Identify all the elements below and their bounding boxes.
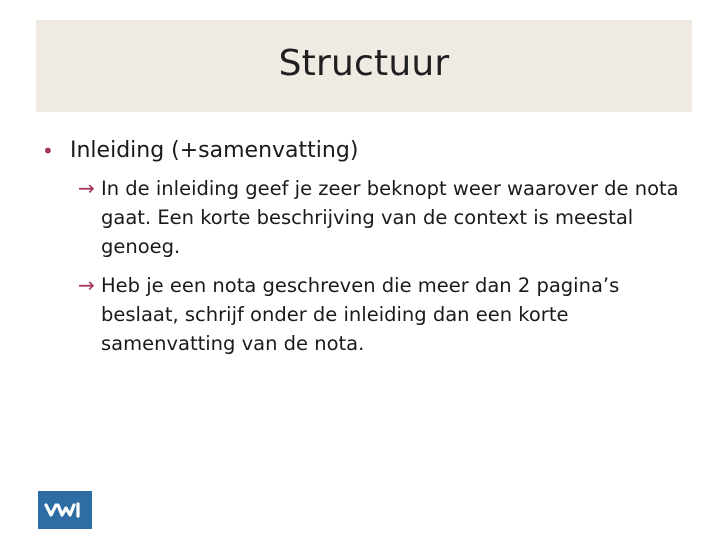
sub-item-text: Heb je een nota geschreven die meer dan 2 pagina’s beslaat, schrijf onder de inleiding dan een korte samenvatting van de nota. — [101, 274, 620, 355]
title-bar — [36, 20, 692, 112]
vvvl-logo-icon — [38, 491, 92, 529]
sub-item-2 — [40, 271, 700, 358]
bullet-text: Inleiding (+samenvatting) — [70, 138, 359, 163]
slide-content — [40, 134, 700, 358]
arrow-right-icon: → — [78, 176, 95, 200]
slide-title: Structuur — [278, 42, 450, 84]
logo-mark — [43, 500, 87, 520]
sub-item-text: In de inleiding geef je zeer beknopt weer waarover de nota gaat. Een korte beschrijving van de context is meestal genoeg. — [101, 177, 679, 258]
bullet-dot-icon: • — [42, 139, 54, 163]
bullet-item — [40, 134, 700, 168]
sub-item-1 — [40, 174, 700, 261]
arrow-right-icon: → — [78, 273, 95, 297]
